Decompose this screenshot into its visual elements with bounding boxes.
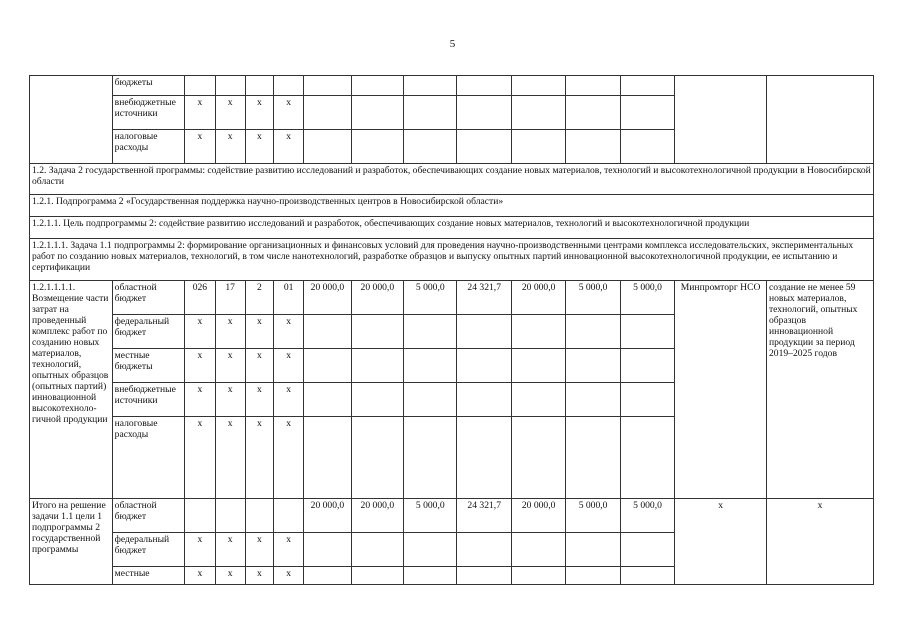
amount-cell: 24 321,7 [457, 281, 511, 315]
name-cell [30, 76, 113, 164]
amount-cell: 20 000,0 [511, 281, 565, 315]
amount-cell [620, 130, 674, 164]
amount-cell [511, 533, 565, 567]
code-cell: x [273, 130, 303, 164]
amount-cell [351, 76, 403, 96]
amount-cell: 5 000,0 [404, 281, 457, 315]
section-text: 1.2. Задача 2 государственной программы: содействие развитию исследований и разработок, обеспечивающих создание новых материалов, технологий и высокотехнологичной продукции в Новосибирской области [30, 164, 874, 195]
amount-cell [620, 96, 674, 130]
code-cell: x [215, 96, 245, 130]
source-cell: налоговые расходы [112, 130, 185, 164]
amount-cell [404, 315, 457, 349]
section-text: 1.2.1.1. Цель подпрограммы 2: содействие развитию исследований и разработок, обеспечивающих создание новых материалов, технологий и высокотехнологичной продукции [30, 217, 874, 239]
amount-cell [404, 130, 457, 164]
table-row [30, 164, 874, 195]
amount-cell: 20 000,0 [351, 281, 403, 315]
amount-cell: 5 000,0 [566, 281, 620, 315]
amount-cell [566, 533, 620, 567]
code-cell: x [185, 417, 215, 499]
code-cell: x [245, 315, 273, 349]
amount-cell [457, 315, 511, 349]
result-cell: x [766, 499, 873, 585]
amount-cell [404, 383, 457, 417]
amount-cell [457, 349, 511, 383]
amount-cell [566, 349, 620, 383]
amount-cell: 20 000,0 [511, 499, 565, 533]
source-cell: областной бюджет [112, 499, 185, 533]
code-cell: x [245, 130, 273, 164]
amount-cell [351, 96, 403, 130]
code-cell: x [273, 315, 303, 349]
measure-name: 1.2.1.1.1.1. Возмещение части затрат на проведенный комплекс работ по созданию новых материалов, технологий, опытных образцов (опытных партий) инновационной высокотехноло-гичной продукции [30, 281, 113, 499]
source-cell: областной бюджет [112, 281, 185, 315]
result-cell: создание не менее 59 новых материалов, технологий, опытных образцов инновационной продукции за период 2019–2025 годов [766, 281, 873, 499]
amount-cell [304, 383, 351, 417]
amount-cell [304, 349, 351, 383]
code-cell: x [185, 315, 215, 349]
amount-cell: 20 000,0 [304, 281, 351, 315]
amount-cell [620, 417, 674, 499]
source-cell: местные бюджеты [112, 349, 185, 383]
table-row [30, 195, 874, 217]
amount-cell [351, 130, 403, 164]
code-cell: x [215, 349, 245, 383]
amount-cell [511, 76, 565, 96]
code-cell: x [273, 417, 303, 499]
code-cell: x [215, 533, 245, 567]
amount-cell [511, 130, 565, 164]
code-cell: x [245, 96, 273, 130]
amount-cell [457, 76, 511, 96]
amount-cell [620, 315, 674, 349]
amount-cell [566, 417, 620, 499]
amount-cell [457, 130, 511, 164]
amount-cell [404, 567, 457, 585]
amount-cell [351, 567, 403, 585]
amount-cell [457, 533, 511, 567]
code-cell: x [245, 349, 273, 383]
code-cell [185, 76, 215, 96]
amount-cell [566, 76, 620, 96]
code-cell [273, 499, 303, 533]
code-cell: 2 [245, 281, 273, 315]
source-cell: внебюджетные источники [112, 96, 185, 130]
amount-cell [620, 383, 674, 417]
amount-cell [511, 315, 565, 349]
amount-cell [351, 315, 403, 349]
amount-cell [351, 349, 403, 383]
amount-cell [457, 567, 511, 585]
code-cell: x [273, 533, 303, 567]
amount-cell [351, 533, 403, 567]
table-row [30, 281, 874, 315]
code-cell: 026 [185, 281, 215, 315]
code-cell [185, 499, 215, 533]
amount-cell [457, 96, 511, 130]
amount-cell [351, 417, 403, 499]
amount-cell: 5 000,0 [404, 499, 457, 533]
amount-cell [404, 533, 457, 567]
executor-cell [675, 76, 767, 164]
amount-cell [304, 96, 351, 130]
code-cell: x [245, 417, 273, 499]
amount-cell [457, 383, 511, 417]
amount-cell [404, 76, 457, 96]
result-cell [766, 76, 873, 164]
table-row [30, 499, 874, 533]
amount-cell [304, 76, 351, 96]
amount-cell [566, 567, 620, 585]
code-cell: x [245, 567, 273, 585]
amount-cell: 24 321,7 [457, 499, 511, 533]
code-cell: x [215, 315, 245, 349]
amount-cell [304, 417, 351, 499]
table-row [30, 76, 874, 96]
table-row [30, 217, 874, 239]
code-cell [215, 499, 245, 533]
code-cell: x [245, 383, 273, 417]
code-cell [245, 76, 273, 96]
code-cell [245, 499, 273, 533]
code-cell: x [185, 383, 215, 417]
code-cell: x [215, 130, 245, 164]
amount-cell [351, 383, 403, 417]
executor-cell: Минпромторг НСО [675, 281, 767, 499]
amount-cell [457, 417, 511, 499]
code-cell: 01 [273, 281, 303, 315]
section-text: 1.2.1. Подпрограмма 2 «Государственная поддержка научно-производственных центров в Новосибирской области» [30, 195, 874, 217]
code-cell: x [273, 96, 303, 130]
amount-cell [404, 96, 457, 130]
amount-cell: 5 000,0 [620, 281, 674, 315]
amount-cell [404, 349, 457, 383]
code-cell: x [185, 533, 215, 567]
page-number: 5 [449, 38, 456, 50]
amount-cell: 20 000,0 [304, 499, 351, 533]
amount-cell [511, 349, 565, 383]
code-cell: x [215, 417, 245, 499]
amount-cell: 5 000,0 [620, 499, 674, 533]
amount-cell [404, 417, 457, 499]
amount-cell: 20 000,0 [351, 499, 403, 533]
amount-cell [620, 76, 674, 96]
section-text: 1.2.1.1.1. Задача 1.1 подпрограммы 2: формирование организационных и финансовых условий для проведения научно-производственными центрами комплекса исследовательских, экспериментальных работ по созданию новых материалов, технологий, в том числе нанотехнологий, разработке образцов и выпуску опытных партий инновационной высокотехнологичной продукции, ее испытанию и сертификации [30, 239, 874, 281]
code-cell [273, 76, 303, 96]
code-cell: x [273, 383, 303, 417]
amount-cell [511, 417, 565, 499]
source-cell: налоговые расходы [112, 417, 185, 499]
source-cell: местные [112, 567, 185, 585]
executor-cell: x [675, 499, 767, 585]
code-cell: x [215, 567, 245, 585]
amount-cell [304, 315, 351, 349]
source-cell: федеральный бюджет [112, 315, 185, 349]
amount-cell [511, 96, 565, 130]
total-name: Итого на решение задачи 1.1 цели 1 подпрограммы 2 государственной программы [30, 499, 113, 585]
amount-cell [304, 567, 351, 585]
amount-cell: 5 000,0 [566, 499, 620, 533]
amount-cell [511, 383, 565, 417]
amount-cell [566, 96, 620, 130]
code-cell: x [185, 567, 215, 585]
source-cell: бюджеты [112, 76, 185, 96]
code-cell: x [273, 567, 303, 585]
amount-cell [620, 567, 674, 585]
source-cell: федеральный бюджет [112, 533, 185, 567]
amount-cell [511, 567, 565, 585]
code-cell: x [185, 96, 215, 130]
code-cell: 17 [215, 281, 245, 315]
code-cell: x [273, 349, 303, 383]
amount-cell [566, 315, 620, 349]
code-cell: x [245, 533, 273, 567]
amount-cell [620, 533, 674, 567]
code-cell [215, 76, 245, 96]
amount-cell [304, 533, 351, 567]
source-cell: внебюджетные источники [112, 383, 185, 417]
amount-cell [304, 130, 351, 164]
amount-cell [620, 349, 674, 383]
code-cell: x [215, 383, 245, 417]
amount-cell [566, 383, 620, 417]
amount-cell [566, 130, 620, 164]
program-table [29, 75, 874, 585]
code-cell: x [185, 349, 215, 383]
table-row [30, 239, 874, 281]
code-cell: x [185, 130, 215, 164]
